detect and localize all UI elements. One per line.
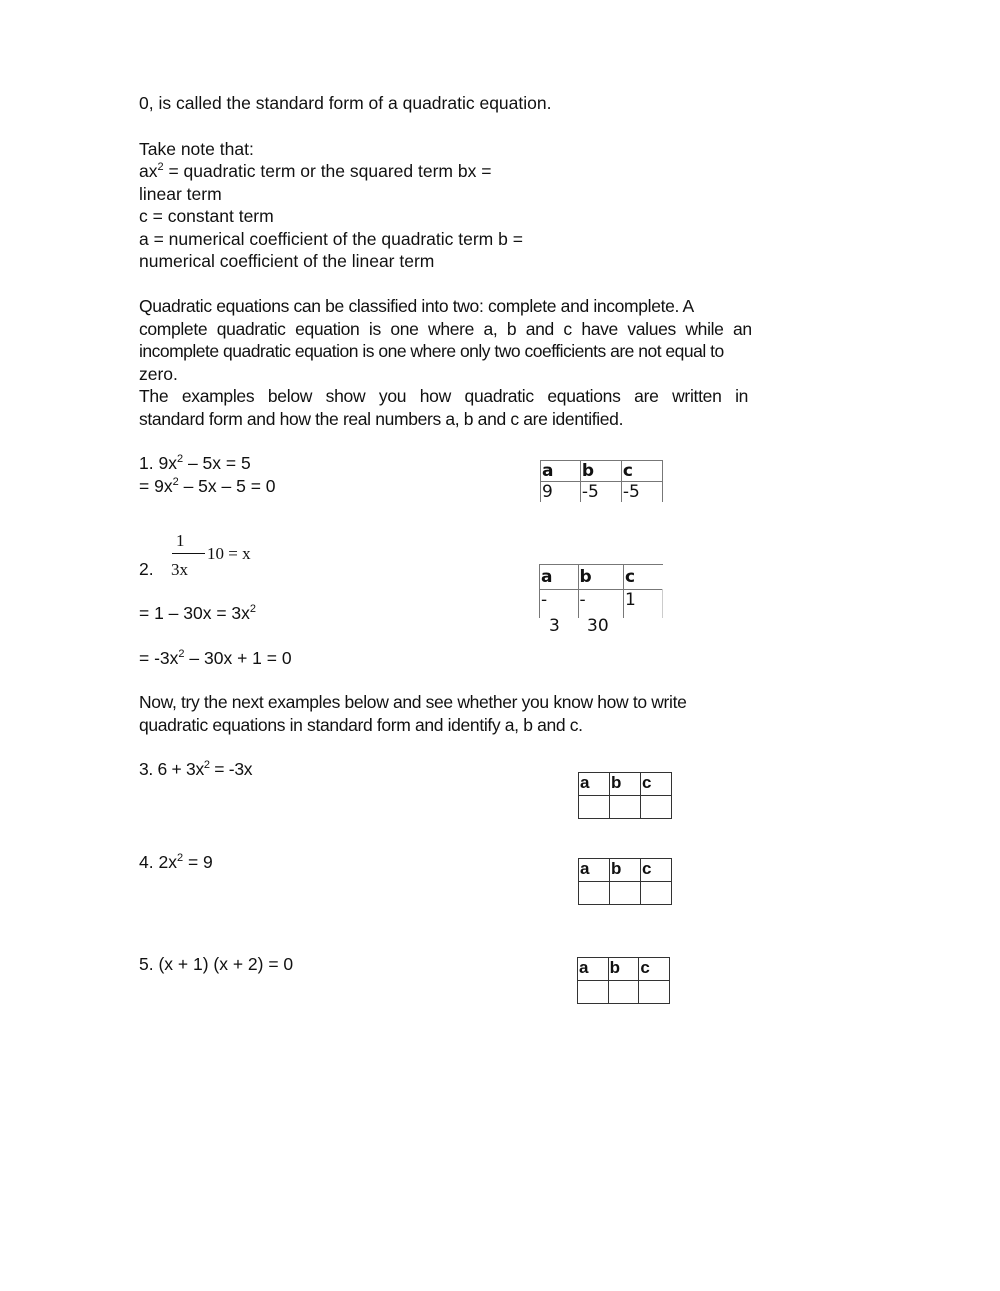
header-a: a [579,773,610,796]
header-a: a [540,565,579,590]
note-line-quadratic-term [139,160,491,183]
equation-text: – 5x – 5 = 0 [178,476,276,496]
practice-5-coefficient-table [577,957,670,1004]
answer-a-cell[interactable] [579,796,610,819]
classification-line-2: complete quadratic equation is one where a, b and c have values while an [139,319,752,339]
header-b: b [609,859,640,882]
answer-c-cell[interactable] [639,981,670,1004]
header-a: a [578,958,609,981]
equation-text: = -3x [139,648,179,668]
example-2-fraction-rest: 10 = x [207,544,251,563]
equation-text: = 1 – 30x = 3x [139,603,250,623]
example-2-fraction-numerator: 1 [176,531,185,550]
example-2-coefficient-table [539,564,663,618]
answer-c-cell[interactable] [641,882,672,905]
practice-5-equation [139,953,293,976]
header-b: b [609,773,640,796]
equation-text: 3. 6 + 3x [139,759,204,779]
value-b-sign: - [579,590,586,610]
classification-line-4: zero. [139,364,178,384]
note-line-coefficient-a: a = numerical coefficient of the quadratic term b = [139,229,523,249]
example-2-fraction-denominator: 3x [171,560,188,579]
practice-3-coefficient-table [578,772,672,819]
example-1-coefficient-table [540,460,663,502]
practice-4-equation [139,851,213,874]
header-a: a [579,859,610,882]
answer-a-cell[interactable] [578,981,609,1004]
classification-line-3: incomplete quadratic equation is one where only two coefficients are not equal to [139,341,724,361]
classification-line-1: Quadratic equations can be classified into two: complete and incomplete. A [139,296,694,316]
value-c: 1 [623,590,662,619]
practice-3-equation [139,758,252,781]
note-heading: Take note that: [139,139,254,159]
value-a: 9 [541,482,581,503]
header-c: c [624,567,636,587]
example-1-equation [139,452,251,475]
value-b [578,590,623,619]
superscript: 2 [203,759,210,771]
superscript: 2 [178,648,185,660]
superscript: 2 [157,161,164,173]
note-line-linear-term: linear term [139,184,222,204]
example-2-value-b-digits: 30 [587,616,609,636]
example-2-value-a-digits: 3 [549,616,560,636]
example-1-standard-form [139,475,276,498]
header-b: b [580,461,621,482]
practice-intro-line-2: quadratic equations in standard form and identify a, b and c. [139,715,583,735]
header-c: c [640,958,650,977]
note-line-constant-term: c = constant term [139,206,274,226]
intro-line: 0, is called the standard form of a quadratic equation. [139,93,552,113]
note-text: = quadratic term or the squared term bx = [163,161,492,181]
header-c: c [642,773,652,792]
superscript: 2 [249,603,257,615]
answer-a-cell[interactable] [579,882,610,905]
example-2-standard-form [139,647,292,670]
header-b: b [608,958,639,981]
note-line-coefficient-b: numerical coefficient of the linear term [139,251,435,271]
fraction-bar [172,553,205,554]
equation-text: = 9x [139,476,173,496]
example-2-number: 2. [139,559,154,579]
superscript: 2 [172,476,179,488]
value-c: -5 [621,482,662,503]
equation-text: = -3x [209,759,253,779]
equation-text: 4. 2x [139,852,177,872]
equation-text: 1. 9x [139,453,177,473]
header-c: c [642,859,652,878]
note-text: ax [139,161,158,181]
examples-intro-line-1: The examples below show you how quadratic equations are written in [139,386,749,406]
equation-text: 5. (x + 1) (x + 2) = 0 [139,954,294,974]
answer-b-cell[interactable] [609,796,640,819]
superscript: 2 [176,453,184,465]
equation-text: – 30x + 1 = 0 [184,648,292,668]
examples-intro-line-2: standard form and how the real numbers a, b and c are identified. [139,409,624,429]
header-b: b [578,565,623,590]
value-a [540,590,579,619]
superscript: 2 [176,852,184,864]
value-b: -5 [580,482,621,503]
answer-b-cell[interactable] [608,981,639,1004]
example-2-step-1 [139,602,256,625]
header-c: c [621,461,662,482]
equation-text: – 5x = 5 [183,453,251,473]
practice-4-coefficient-table [578,858,672,905]
value-a-sign: - [541,590,548,610]
answer-c-cell[interactable] [641,796,672,819]
equation-text: = 9 [183,852,213,872]
header-a: a [541,461,581,482]
practice-intro-line-1: Now, try the next examples below and see whether you know how to write [139,692,687,712]
answer-b-cell[interactable] [609,882,640,905]
